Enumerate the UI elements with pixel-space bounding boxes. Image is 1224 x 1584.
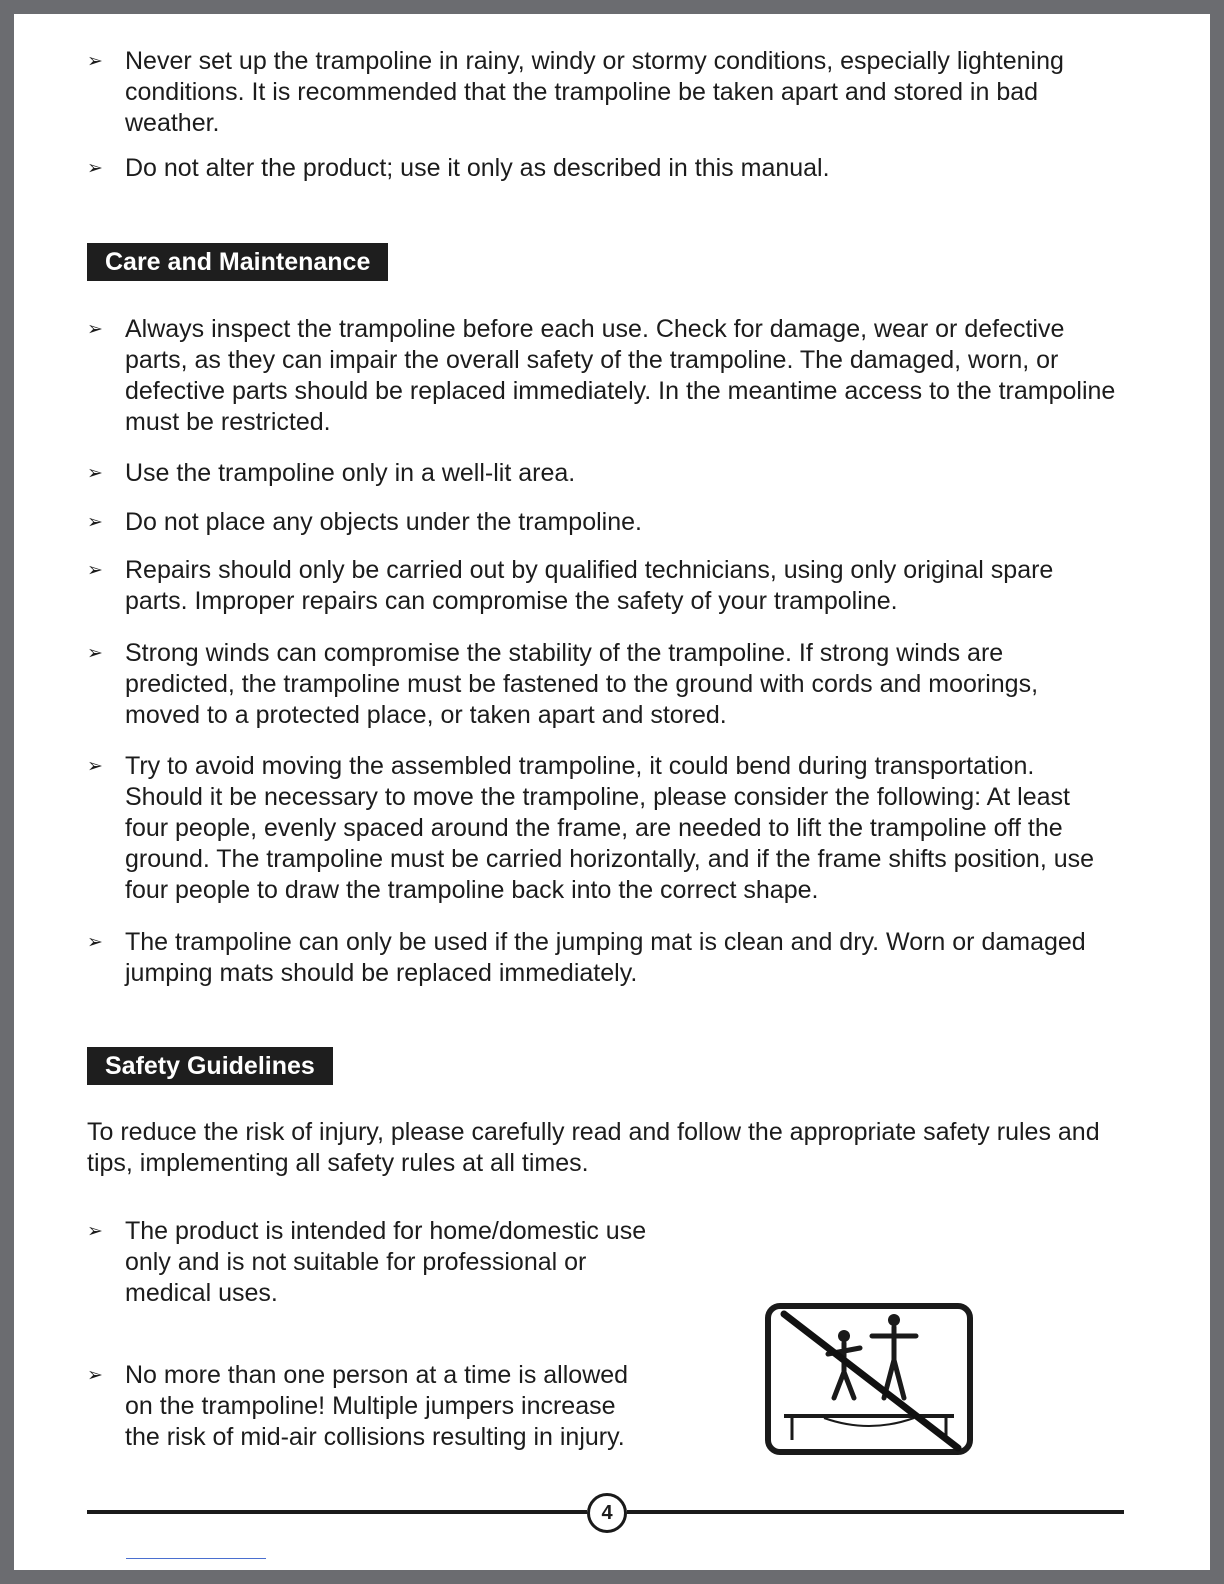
arrowhead-bullet-icon: ➢ xyxy=(87,560,103,581)
bullet-text: Try to avoid moving the assembled trampoline, it could bend during transportation. Should it be necessary to move the trampoline, please consider the following: At least four people, evenly spaced around the frame, are needed to lift the trampoline off the ground. The trampoline must be carried horizontally, and if the frame shifts position, use four people to draw the trampoline back into the correct shape. xyxy=(125,752,1095,904)
footer-rule-right xyxy=(627,1510,1124,1514)
arrowhead-bullet-icon: ➢ xyxy=(87,1365,103,1386)
bullet-text: Use the trampoline only in a well-lit area. xyxy=(125,459,576,487)
bullet-item xyxy=(87,153,1117,184)
footer-link-underline xyxy=(126,1558,266,1559)
bullet-item xyxy=(87,638,1117,731)
bullet-item xyxy=(87,46,1117,139)
bullet-text: Repairs should only be carried out by qualified technicians, using only original spare parts. Improper repairs can compromise the safety of your trampoline. xyxy=(125,556,1054,615)
arrowhead-bullet-icon: ➢ xyxy=(87,756,103,777)
arrowhead-bullet-icon: ➢ xyxy=(87,463,103,484)
bullet-item xyxy=(87,314,1117,438)
no-multiple-jumpers-icon xyxy=(764,1302,974,1458)
bullet-item xyxy=(87,555,1117,617)
bullet-text: No more than one person at a time is allowed on the trampoline! Multiple jumpers increase the risk of mid-air collisions resulting in injury. xyxy=(125,1361,629,1451)
bullet-item xyxy=(87,507,1117,538)
arrowhead-bullet-icon: ➢ xyxy=(87,512,103,533)
arrowhead-bullet-icon: ➢ xyxy=(87,932,103,953)
bullet-item xyxy=(87,458,1117,489)
bullet-text: Always inspect the trampoline before each use. Check for damage, wear or defective parts, as they can impair the overall safety of the trampoline. The damaged, worn, or defective parts should be replaced immediately. In the meantime access to the trampoline must be restricted. xyxy=(125,315,1116,436)
bullet-item xyxy=(87,927,1117,989)
page-number: 4 xyxy=(587,1493,627,1533)
arrowhead-bullet-icon: ➢ xyxy=(87,1221,103,1242)
bullet-text: Do not place any objects under the trampoline. xyxy=(125,508,642,536)
bullet-item xyxy=(87,1360,647,1453)
bullet-item xyxy=(87,751,1117,906)
safety-guidelines-heading: Safety Guidelines xyxy=(87,1047,333,1085)
bullet-item xyxy=(87,1216,647,1309)
bullet-text: Strong winds can compromise the stability of the trampoline. If strong winds are predicted, the trampoline must be fastened to the ground with cords and moorings, moved to a protected place, or taken apart and stored. xyxy=(125,639,1039,729)
arrowhead-bullet-icon: ➢ xyxy=(87,51,103,72)
bullet-text: Never set up the trampoline in rainy, windy or stormy conditions, especially lightening conditions. It is recommended that the trampoline be taken apart and stored in bad weather. xyxy=(125,47,1064,137)
arrowhead-bullet-icon: ➢ xyxy=(87,643,103,664)
care-maintenance-heading: Care and Maintenance xyxy=(87,243,388,281)
bullet-text: Do not alter the product; use it only as described in this manual. xyxy=(125,154,830,182)
arrowhead-bullet-icon: ➢ xyxy=(87,158,103,179)
bullet-text: The product is intended for home/domestic use only and is not suitable for professional or medical uses. xyxy=(125,1217,647,1307)
bullet-text: The trampoline can only be used if the jumping mat is clean and dry. Worn or damaged jumping mats should be replaced immediately. xyxy=(125,928,1086,987)
arrowhead-bullet-icon: ➢ xyxy=(87,319,103,340)
manual-page xyxy=(14,14,1210,1570)
safety-intro-paragraph: To reduce the risk of injury, please carefully read and follow the appropriate safety rules and tips, implementing all safety rules at all times. xyxy=(87,1118,1100,1177)
footer-rule-left xyxy=(87,1510,587,1514)
